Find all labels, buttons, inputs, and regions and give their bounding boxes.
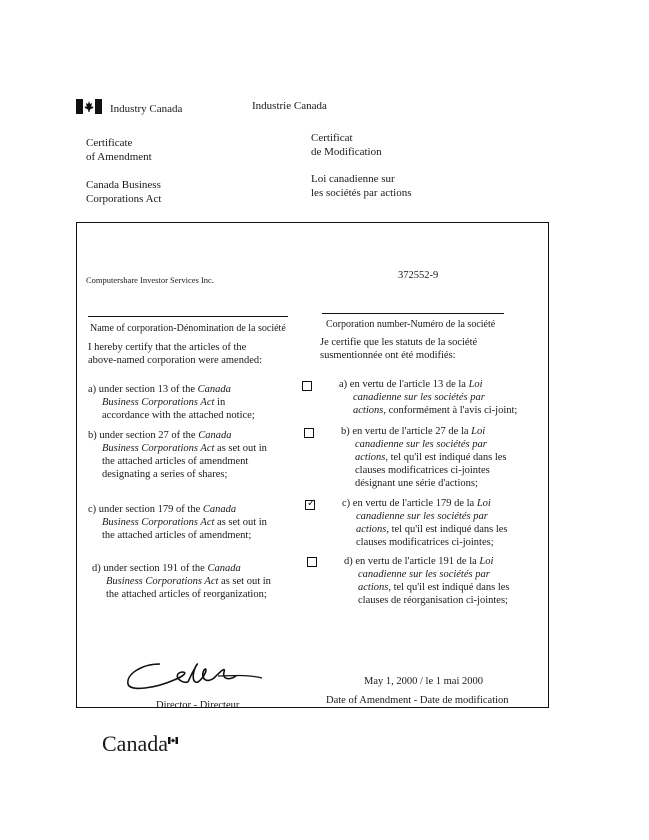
corporation-name-label: Name of corporation-Dénomination de la société (90, 323, 286, 334)
option-b-fr: b) en vertu de l'article 27 de la Loi canadienne sur les sociétés par actions, tel qu'il est indiqué dans les clauses modificatrices ci-jointes désignant une série d'actions; (341, 426, 507, 489)
corporation-name: Computershare Investor Services Inc. (86, 275, 214, 285)
corporation-number: 372552-9 (398, 270, 439, 281)
option-a-checkbox[interactable] (302, 381, 312, 391)
option-d-fr: d) en vertu de l'article 191 de la Loi canadienne sur les sociétés par actions, tel qu'il est indiqué dans les clauses de réorganisation ci-jointes; (344, 556, 510, 606)
amendment-date: May 1, 2000 / le 1 mai 2000 (364, 676, 483, 687)
option-d-en: d) under section 191 of the Canada Business Corporations Act as set out in the attached articles of reorganization; (92, 563, 271, 600)
option-c-en: c) under section 179 of the Canada Business Corporations Act as set out in the attached articles of amendment; (88, 504, 267, 541)
option-b-checkbox[interactable] (304, 428, 314, 438)
checkmark-icon: ✓ (307, 498, 316, 509)
option-c-fr: c) en vertu de l'article 179 de la Loi canadienne sur les sociétés par actions, tel qu'il est indiqué dans les clauses modificatrices ci-jointes; (342, 498, 508, 548)
certify-fr-1: Je certifie que les statuts de la société (320, 337, 478, 348)
certificate-title-fr-2: de Modification (311, 146, 382, 158)
department-name-en: Industry Canada (110, 103, 183, 115)
director-label: Director - Directeur (156, 700, 240, 711)
department-name-fr: Industrie Canada (252, 100, 327, 112)
wordmark-flag-icon (168, 731, 178, 738)
canada-flag-icon (76, 99, 102, 114)
certify-en-2: above-named corporation were amended: (88, 355, 263, 366)
canada-wordmark: Canada (102, 731, 168, 756)
option-a-en: a) under section 13 of the Canada Business Corporations Act in accordance with the attached notice; (88, 384, 255, 421)
option-a-fr: a) en vertu de l'article 13 de la Loi canadienne sur les sociétés par actions, conformément à l'avis ci-joint; (339, 379, 518, 416)
certificate-title-en-2: of Amendment (86, 151, 152, 163)
certificate-title-en-1: Certificate (86, 137, 133, 149)
option-c-checkbox[interactable] (305, 500, 315, 510)
corporation-number-label: Corporation number-Numéro de la société (326, 319, 496, 330)
certificate-title-fr-1: Certificat (311, 132, 353, 144)
act-name-fr-2: les sociétés par actions (311, 187, 412, 199)
name-rule (88, 316, 288, 317)
certify-en-1: I hereby certify that the articles of the (88, 342, 247, 353)
option-b-en: b) under section 27 of the Canada Business Corporations Act as set out in the attached articles of amendment designating a series of shares; (88, 430, 267, 480)
act-name-en-2: Corporations Act (86, 193, 162, 205)
number-rule (322, 313, 504, 314)
option-d-checkbox[interactable] (307, 557, 317, 567)
amendment-date-label: Date of Amendment - Date de modification (326, 695, 509, 706)
certify-fr-2: susmentionnée ont été modifiés: (320, 350, 456, 361)
act-name-fr-1: Loi canadienne sur (311, 173, 395, 185)
director-signature (122, 654, 272, 696)
act-name-en-1: Canada Business (86, 179, 161, 191)
